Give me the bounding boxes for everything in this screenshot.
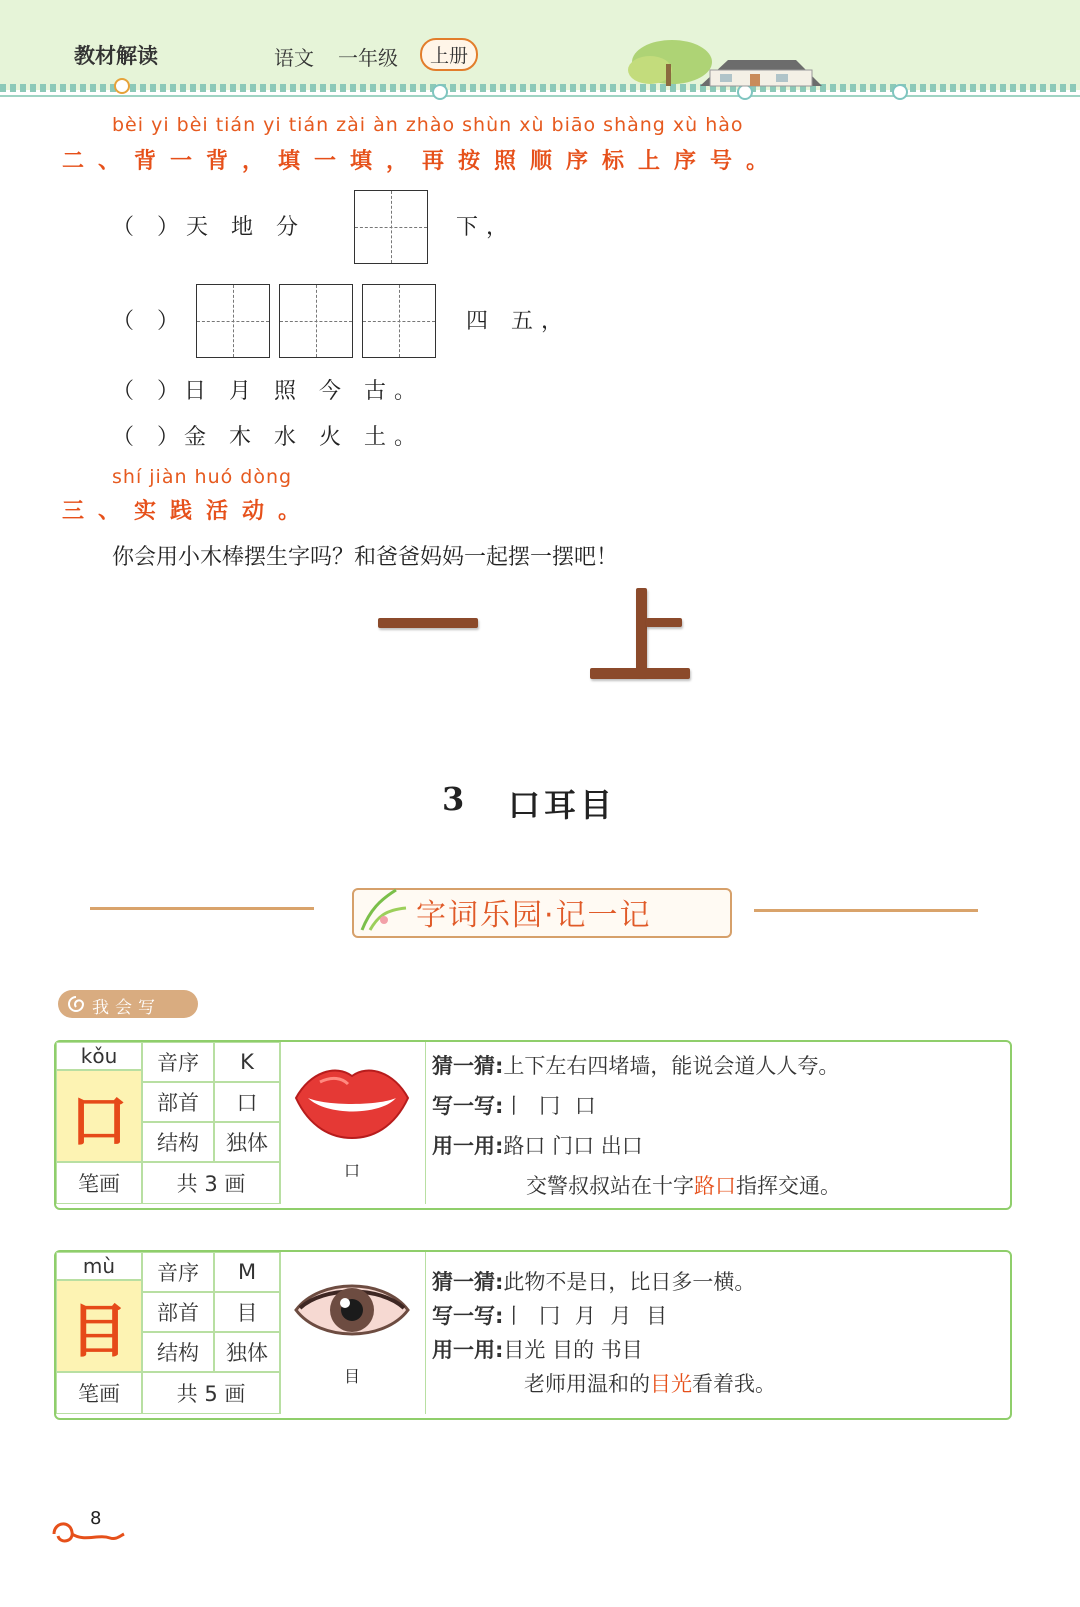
poem-line-text: 日 月 照 今 古。 bbox=[184, 379, 424, 404]
jiegou-label: 结构 bbox=[142, 1122, 214, 1162]
header-node bbox=[432, 84, 448, 100]
poem-line-text: 天 地 分 bbox=[186, 215, 306, 240]
sentence-part: 指挥交通。 bbox=[736, 1174, 841, 1198]
house-illustration bbox=[600, 30, 830, 90]
write-label: 写一写: bbox=[432, 1304, 504, 1328]
page-number: 8 bbox=[90, 1508, 102, 1529]
bihua-value: 共 5 画 bbox=[142, 1372, 280, 1414]
subject-label: 语文 bbox=[274, 46, 314, 70]
guess-row bbox=[432, 1050, 839, 1080]
grass-icon bbox=[356, 880, 416, 936]
yinxu-label: 音序 bbox=[142, 1042, 214, 1082]
yinxu-label: 音序 bbox=[142, 1252, 214, 1292]
example-sentence bbox=[524, 1368, 776, 1398]
section3-title: 三、实践活动。 bbox=[62, 499, 315, 524]
header-rule bbox=[0, 95, 1080, 97]
section2-title: 二、背一背，填一填，再按照顺序标上序号。 bbox=[62, 149, 783, 174]
eye-icon bbox=[290, 1268, 414, 1352]
yinxu-value: M bbox=[214, 1252, 280, 1292]
example-sentence bbox=[526, 1170, 841, 1200]
yinxu-value: K bbox=[214, 1042, 280, 1082]
big-character: 目 bbox=[69, 1297, 128, 1365]
bihua-label: 笔画 bbox=[56, 1372, 142, 1414]
poem-line-text: 下， bbox=[456, 215, 517, 240]
write-row bbox=[432, 1090, 600, 1120]
stick-shang-vertical bbox=[636, 588, 647, 676]
lesson-number: 3 bbox=[442, 780, 469, 818]
write-row bbox=[432, 1300, 671, 1330]
guess-label: 猜一猜: bbox=[432, 1054, 504, 1078]
guess-label: 猜一猜: bbox=[432, 1270, 504, 1294]
use-label: 用一用: bbox=[432, 1338, 504, 1362]
stroke-order: 丨 冂 口 bbox=[503, 1094, 600, 1118]
bihua-label: 笔画 bbox=[56, 1162, 142, 1204]
bushou-value: 口 bbox=[214, 1082, 280, 1122]
bushou-label: 部首 bbox=[142, 1292, 214, 1332]
wohuixie-badge bbox=[58, 990, 198, 1018]
sentence-highlight: 目光 bbox=[650, 1372, 692, 1396]
big-character: 口 bbox=[69, 1087, 128, 1155]
jiegou-value: 独体 bbox=[214, 1122, 280, 1162]
answer-paren[interactable]: （ ） bbox=[112, 215, 187, 240]
bushou-label: 部首 bbox=[142, 1082, 214, 1122]
header-band bbox=[0, 0, 1080, 90]
volume-tag: 上册 bbox=[420, 38, 478, 71]
poem-line-text: 四 五， bbox=[466, 309, 571, 334]
badge-text: 我会写 bbox=[92, 998, 161, 1018]
stick-shang-base bbox=[590, 668, 690, 679]
use-row bbox=[432, 1130, 643, 1160]
use-row bbox=[432, 1334, 643, 1364]
guess-text: 此物不是日，比日多一横。 bbox=[503, 1270, 756, 1294]
use-label: 用一用: bbox=[432, 1134, 504, 1158]
section2-pinyin: bèi yi bèi tián yi tián zài àn zhào shùn xù biāo shàng xù hào bbox=[112, 114, 744, 136]
banner-text: 字词乐园·记一记 bbox=[416, 898, 652, 933]
stick-yi bbox=[378, 618, 478, 628]
sentence-part: 交警叔叔站在十字 bbox=[526, 1174, 694, 1198]
answer-paren[interactable]: （ ） bbox=[112, 425, 187, 450]
mouth-icon bbox=[290, 1058, 414, 1142]
use-words: 路口 门口 出口 bbox=[503, 1134, 643, 1158]
stick-shang-short bbox=[646, 618, 682, 627]
section3-instruction: 你会用小木棒摆生字吗？和爸爸妈妈一起摆一摆吧！ bbox=[112, 545, 619, 570]
swirl-icon bbox=[66, 994, 86, 1014]
char-pinyin: kǒu bbox=[56, 1042, 142, 1070]
book-title: 教材解读 bbox=[74, 44, 158, 68]
section3-pinyin: shí jiàn huó dòng bbox=[112, 466, 293, 488]
use-words: 目光 目的 书目 bbox=[503, 1338, 643, 1362]
char-box bbox=[56, 1070, 142, 1162]
grade-label: 一年级 bbox=[338, 46, 398, 70]
sentence-highlight: 路口 bbox=[694, 1174, 736, 1198]
bihua-value: 共 3 画 bbox=[142, 1162, 280, 1204]
jiegou-label: 结构 bbox=[142, 1332, 214, 1372]
char-box bbox=[56, 1280, 142, 1372]
sentence-part: 看着我。 bbox=[692, 1372, 776, 1396]
tianzige-box[interactable] bbox=[196, 284, 270, 358]
jiegou-value: 独体 bbox=[214, 1332, 280, 1372]
lesson-title: 口耳目 bbox=[508, 786, 617, 824]
answer-paren[interactable]: （ ） bbox=[112, 309, 187, 334]
guess-text: 上下左右四堵墙，能说会道人人夸。 bbox=[503, 1054, 840, 1078]
banner-divider-right bbox=[754, 909, 978, 912]
image-caption: 口 bbox=[344, 1161, 361, 1180]
header-node bbox=[892, 84, 908, 100]
image-caption: 目 bbox=[344, 1367, 361, 1386]
stroke-order: 丨 冂 月 月 目 bbox=[503, 1304, 672, 1328]
guess-row bbox=[432, 1266, 755, 1296]
banner-divider-left bbox=[90, 907, 314, 910]
header-dotted-border bbox=[0, 84, 1080, 92]
poem-line-text: 金 木 水 火 土。 bbox=[184, 425, 424, 450]
tianzige-box[interactable] bbox=[354, 190, 428, 264]
write-label: 写一写: bbox=[432, 1094, 504, 1118]
answer-paren[interactable]: （ ） bbox=[112, 379, 187, 404]
header-node bbox=[114, 78, 130, 94]
bushou-value: 目 bbox=[214, 1292, 280, 1332]
char-pinyin: mù bbox=[56, 1252, 142, 1280]
sentence-part: 老师用温和的 bbox=[524, 1372, 650, 1396]
tianzige-box[interactable] bbox=[279, 284, 353, 358]
tianzige-box[interactable] bbox=[362, 284, 436, 358]
